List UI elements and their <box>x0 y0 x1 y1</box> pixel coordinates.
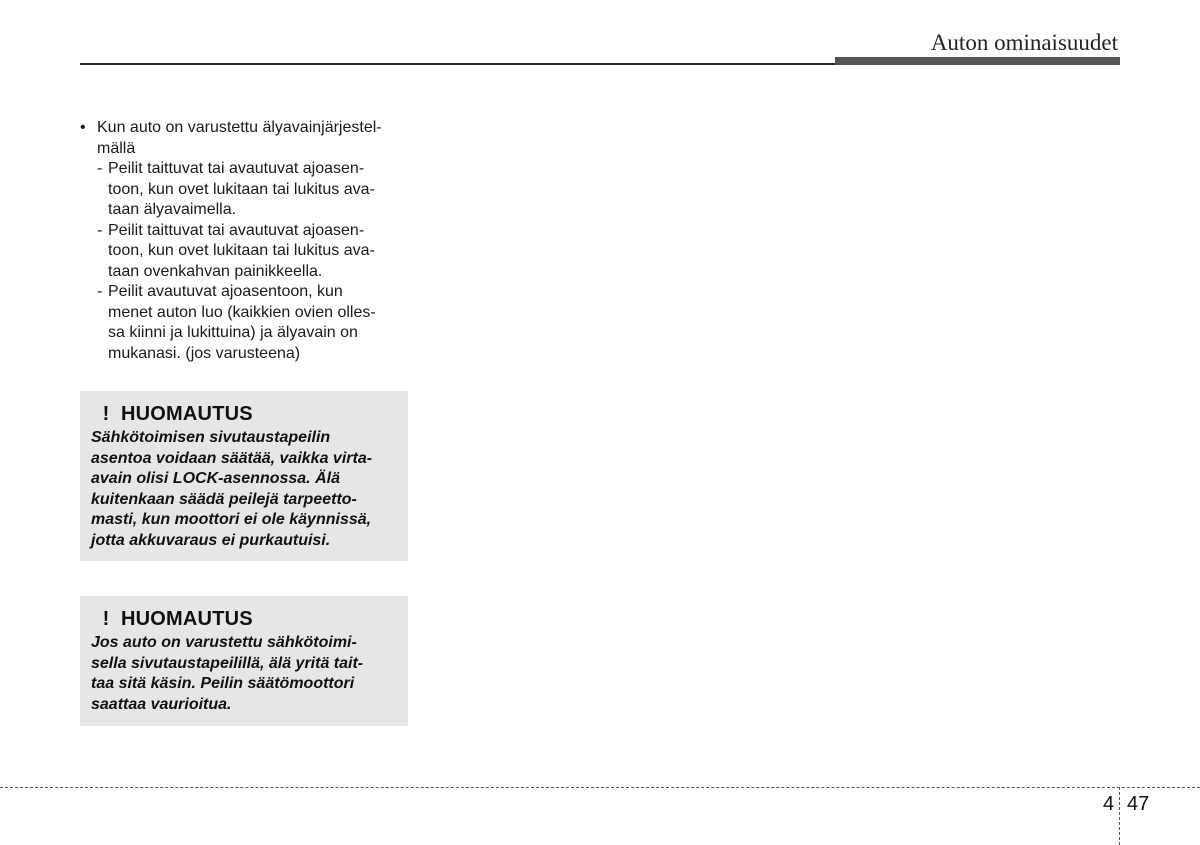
notice-text: Sähkötoimisen sivutaustapeilin asentoa voidaan säätää, vaikka virta- avain olisi LOCK-asennossa. Älä kuitenkaan säädä peilejä tarpeetto- masti, kun moottori ei ole käynnissä, jotta akkuvaraus ei purkautuisi. <box>91 429 373 549</box>
bullet-text: Kun auto on varustettu älyavainjärjestel- mällä <box>97 119 382 157</box>
sub-list-item <box>97 221 408 283</box>
sub-list <box>80 159 408 364</box>
notice-header <box>91 606 397 633</box>
notice-title: HUOMAUTUS <box>121 403 253 425</box>
page-number-divider <box>1119 787 1120 845</box>
main-content <box>80 118 408 364</box>
chapter-number: 4 <box>1103 793 1115 815</box>
header-rule <box>80 63 840 65</box>
sub-item-text: Peilit avautuvat ajoasentoon, kun menet auton luo (kaikkien ovien olles- sa kiinni ja lukittuina) ja älyavain on mukanasi. (jos varusteena) <box>108 283 376 362</box>
sub-list-item <box>97 282 408 364</box>
notice-text: Jos auto on varustettu sähkötoimi- sella sivutaustapeilillä, älä yritä tait- taa sitä käsin. Peilin säätömoottori saattaa vaurioitua. <box>91 634 364 713</box>
exclamation-icon: ! <box>102 608 110 630</box>
notice-title: HUOMAUTUS <box>121 608 253 630</box>
exclamation-icon: ! <box>102 403 110 425</box>
sub-list-item <box>97 159 408 221</box>
bullet-list-item <box>80 118 408 364</box>
sub-item-text: Peilit taittuvat tai avautuvat ajoasen- toon, kun ovet lukitaan tai lukitus ava- taan ovenkahvan painikkeella. <box>108 221 375 280</box>
dash-marker: - <box>97 221 103 239</box>
footer-divider <box>0 787 1200 788</box>
page-number: 47 <box>1127 793 1150 815</box>
bullet-icon: • <box>80 119 86 136</box>
section-title: Auton ominaisuudet <box>930 30 1118 55</box>
notice-box <box>80 596 408 726</box>
dash-marker: - <box>97 283 103 300</box>
notice-box <box>80 391 408 561</box>
sub-item-text: Peilit taittuvat tai avautuvat ajoasen- toon, kun ovet lukitaan tai lukitus ava- taan älyavaimella. <box>108 160 375 218</box>
dash-marker: - <box>97 160 103 177</box>
notice-header <box>91 401 397 428</box>
header-rule-accent <box>835 57 1120 65</box>
